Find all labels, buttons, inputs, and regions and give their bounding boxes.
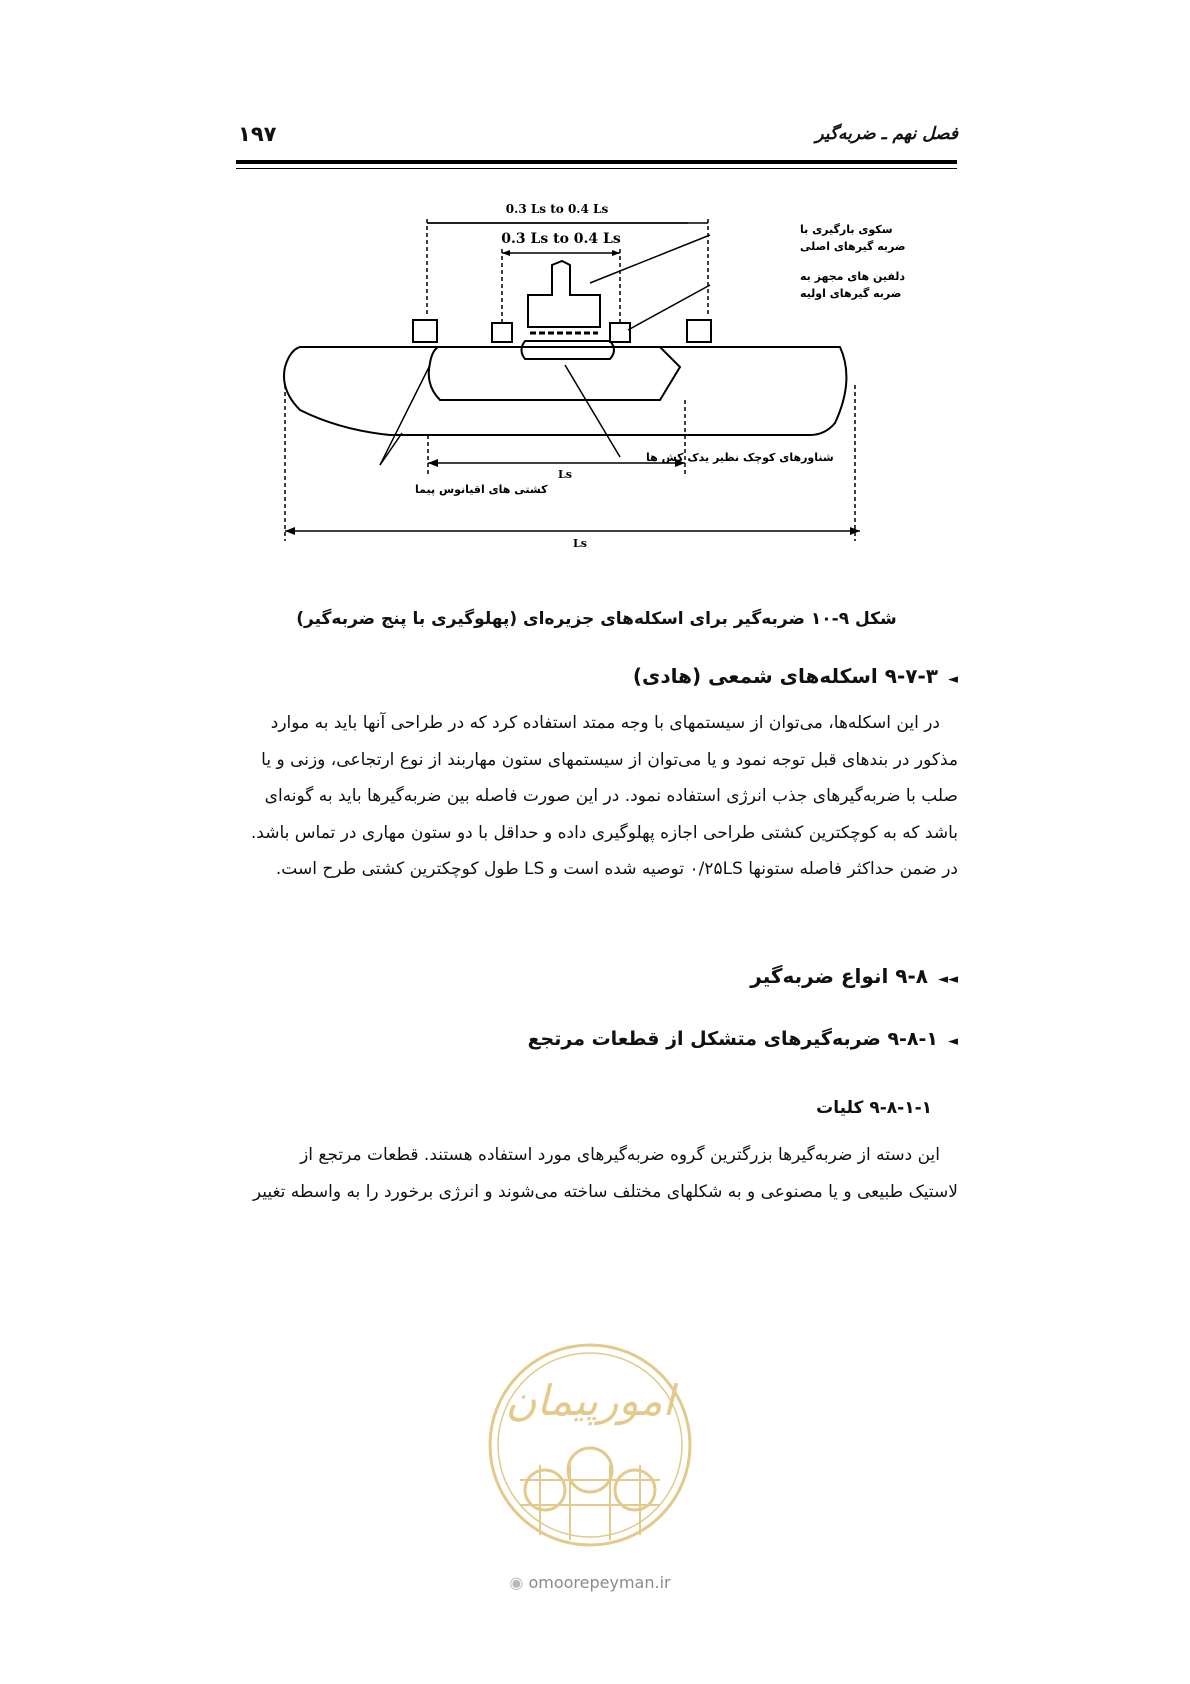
- heading-marker-icon: ◄: [948, 672, 958, 687]
- heading-text: ۹-۸ انواع ضربه‌گیر: [750, 964, 928, 988]
- gear-icon: [568, 1448, 612, 1492]
- heading-text: ۹-۸-۱ ضربه‌گیرهای متشکل از قطعات مرتجع: [527, 1028, 938, 1050]
- section-heading-9-7-3: [633, 664, 958, 688]
- chapter-title: فصل نهم ـ ضربه‌گیر: [815, 124, 958, 144]
- small-berthing-vessel: [429, 347, 680, 400]
- loading-platform: [528, 261, 600, 327]
- watermark-url-text: omoorepeyman.ir: [528, 1573, 671, 1592]
- loading-platform-label-2: ضربه گیرهای اصلی: [800, 240, 906, 253]
- watermark-logo-text: امورپیمان: [505, 1376, 675, 1425]
- paragraph-line: این دسته از ضربه‌گیرها بزرگترین گروه ضربه‌گیرهای مورد استفاده هستند. قطعات مرتجع از: [300, 1145, 940, 1165]
- dolphin-inner-left: [492, 323, 512, 342]
- loading-platform-label-1: سکوی بارگیری با: [800, 223, 893, 236]
- ls-small-label: Ls: [558, 468, 572, 481]
- paragraph-9-7-3: [236, 705, 958, 888]
- small-vessels-label: شناورهای کوچک نظیر یدک کش ها: [646, 451, 834, 464]
- dolphins-label-1: دلفین های مجهز به: [800, 270, 906, 283]
- outer-span-label: 0.3 Ls to 0.4 Ls: [505, 202, 609, 216]
- paragraph-line: مذکور در بندهای قبل توجه نمود و یا می‌توان از سیستمهای ستون مهاربند از نوع ارتجاعی، وزنی و یا: [261, 749, 958, 770]
- paragraph-9-8-1-1: [236, 1137, 958, 1210]
- ocean-ship-hull: [284, 347, 846, 435]
- section-heading-9-8: [750, 964, 958, 988]
- figure-caption: شکل ۹-۱۰ ضربه‌گیر برای اسکله‌های جزیره‌ای (پهلوگیری با پنج ضربه‌گیر): [296, 609, 897, 629]
- heading-marker-icon: ◄◄: [938, 972, 958, 987]
- header-rule-thin: [236, 168, 957, 169]
- watermark-url: [480, 1573, 700, 1592]
- ls-large-label: Ls: [573, 537, 587, 550]
- paragraph-line: لاستیک طبیعی و یا مصنوعی و به شکلهای مختلف ساخته می‌شوند و انرژی برخورد را به واسطه تغییر: [252, 1181, 958, 1202]
- at-icon: ◉: [509, 1573, 524, 1592]
- paragraph-line: در این اسکله‌ها، می‌توان از سیستمهای با وجه ممتد استفاده کرد که در طراحی آنها باید به موارد: [270, 713, 940, 733]
- dolphin-outer-left: [413, 320, 437, 342]
- page-number: ۱۹۷: [238, 122, 277, 146]
- heading-marker-icon: ◄: [948, 1034, 958, 1049]
- section-heading-9-8-1: [528, 1028, 958, 1050]
- dolphin-inner-right: [610, 323, 630, 342]
- paragraph-line: در ضمن حداکثر فاصله ستونها ۰/۲۵LS توصیه شده است و LS طول کوچکترین کشتی طرح است.: [275, 859, 958, 879]
- dolphin-outer-right: [687, 320, 711, 342]
- heading-text: ۹-۷-۳ اسکله‌های شمعی (هادی): [632, 664, 938, 688]
- dolphins-label-2: ضربه گیرهای اولیه: [800, 287, 902, 300]
- paragraph-line: صلب با ضربه‌گیرهای جذب انرژی استفاده نمود. در این صورت فاصله بین ضربه‌گیرها باید به گونه‌ای: [264, 786, 958, 806]
- inner-span-label: 0.3 Ls to 0.4 Ls: [501, 231, 621, 247]
- watermark-logo: [480, 1330, 700, 1560]
- header-rule-thick: [236, 160, 957, 164]
- small-vessel: [522, 341, 615, 359]
- island-jetty-fender-diagram: [280, 195, 930, 580]
- ocean-ships-label: کشتی های اقیانوس پیما: [415, 483, 548, 496]
- paragraph-line: باشد که به کوچکترین کشتی طراحی اجازه پهلوگیری داده و حداقل با دو ستون مهاری در تماس باشد.: [250, 822, 958, 843]
- section-heading-9-8-1-1: ۹-۸-۱-۱ کلیات: [816, 1098, 932, 1118]
